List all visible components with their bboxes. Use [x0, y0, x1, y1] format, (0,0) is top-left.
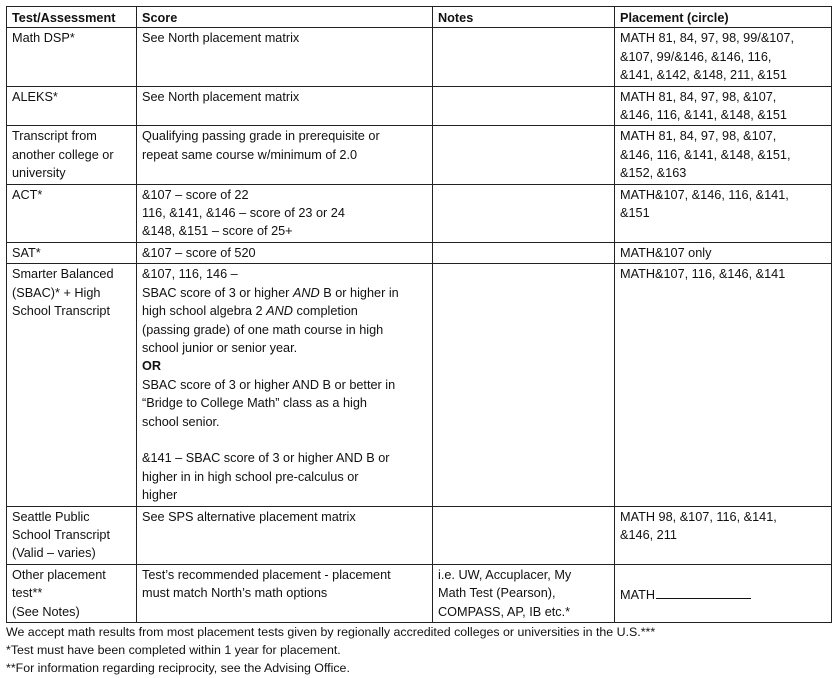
cell-line: i.e. UW, Accuplacer, My [438, 567, 572, 582]
cell-line: (Valid – varies) [12, 546, 96, 561]
cell-line: university [12, 166, 66, 181]
cell-notes [433, 126, 615, 184]
table-row-transcript [7, 126, 832, 184]
cell-line: Smarter Balanced [12, 267, 114, 282]
cell-line: &146, 116, &141, &148, &151 [620, 108, 787, 123]
header-score: Score [137, 7, 433, 28]
cell-line: Test’s recommended placement - placement [142, 567, 391, 582]
cell-line: 116, &141, &146 – score of 23 or 24 [142, 206, 345, 221]
cell-line: &146, 211 [620, 527, 677, 542]
header-placement: Placement (circle) [615, 7, 832, 28]
cell-line: &107 – score of 520 [142, 245, 256, 260]
cell-line: higher in in high school pre-calculus or [142, 469, 359, 484]
cell-notes [433, 86, 615, 126]
table-row-sps [7, 506, 832, 564]
header-test-assessment: Test/Assessment [7, 7, 137, 28]
cell-placement [615, 564, 832, 622]
footnote-accept: We accept math results from most placement tests given by regionally accredited colleges or universities in the U.S.*** [6, 624, 656, 639]
cell-line: &141 – SBAC score of 3 or higher AND B or [142, 451, 390, 466]
cell-placement [615, 126, 832, 184]
cell-line: school senior. [142, 414, 220, 429]
cell-placement [615, 242, 832, 263]
cell-line: MATH&107, &146, 116, &141, [620, 187, 789, 202]
cell-line: See North placement matrix [142, 89, 300, 104]
cell-line: &107, 116, 146 – [142, 267, 238, 282]
cell-notes [433, 28, 615, 86]
cell-line: COMPASS, AP, IB etc.* [438, 604, 571, 619]
cell-test [7, 506, 137, 564]
cell-score [137, 86, 433, 126]
cell-notes [433, 264, 615, 506]
cell-line: School Transcript [12, 527, 111, 542]
cell-line: &152, &163 [620, 166, 687, 181]
cell-line: MATH 81, 84, 97, 98, 99/&107, [620, 31, 794, 46]
cell-notes [433, 506, 615, 564]
cell-test [7, 86, 137, 126]
cell-score [137, 264, 433, 506]
cell-test [7, 184, 137, 242]
cell-line: School Transcript [12, 304, 111, 319]
table-row-sbac [7, 264, 832, 506]
cell-notes [433, 242, 615, 263]
cell-line: Math DSP* [12, 31, 75, 46]
table-row-other [7, 564, 832, 622]
footnote-reciprocity: **For information regarding reciprocity, see the Advising Office. [6, 661, 350, 676]
cell-placement [615, 506, 832, 564]
cell-line: Other placement [12, 567, 106, 582]
cell-test [7, 126, 137, 184]
cell-test [7, 242, 137, 263]
cell-line: See SPS alternative placement matrix [142, 509, 356, 524]
cell-score [137, 126, 433, 184]
cell-line: higher [142, 488, 178, 503]
cell-line: &146, 116, &141, &148, &151, [620, 147, 791, 162]
cell-line: MATH 81, 84, 97, 98, &107, [620, 89, 777, 104]
cell-score [137, 28, 433, 86]
cell-placement [615, 86, 832, 126]
cell-score [137, 564, 433, 622]
table-row-sat [7, 242, 832, 263]
table-row-aleks [7, 86, 832, 126]
footnote-one-year: *Test must have been completed within 1 year for placement. [6, 643, 341, 658]
cell-line: Math Test (Pearson), [438, 586, 556, 601]
cell-line: repeat same course w/minimum of 2.0 [142, 147, 358, 162]
fill-in-blank [656, 584, 751, 599]
cell-line: (See Notes) [12, 604, 80, 619]
cell-line: SBAC score of 3 or higher AND B or better in [142, 377, 396, 392]
cell-line: Transcript from [12, 129, 97, 144]
table-header-row [7, 7, 832, 28]
cell-notes [433, 564, 615, 622]
cell-line: Seattle Public [12, 509, 90, 524]
cell-line: Qualifying passing grade in prerequisite or [142, 129, 380, 144]
cell-line: MATH&107 only [620, 245, 712, 260]
cell-line: &141, &142, &148, 211, &151 [620, 68, 787, 83]
cell-line: &107 – score of 22 [142, 187, 249, 202]
table-row-math-dsp [7, 28, 832, 86]
or-separator: OR [142, 359, 162, 374]
footnotes [6, 623, 832, 678]
cell-test [7, 264, 137, 506]
cell-line: SBAC score of 3 or higher AND B or higher in [142, 285, 399, 300]
cell-line: MATH 81, 84, 97, 98, &107, [620, 129, 777, 144]
cell-line: &107, 99/&146, &146, 116, [620, 49, 772, 64]
math-label: MATH [620, 587, 656, 602]
cell-line: ALEKS* [12, 89, 58, 104]
cell-placement [615, 184, 832, 242]
cell-score [137, 184, 433, 242]
header-notes: Notes [433, 7, 615, 28]
cell-line: another college or [12, 147, 114, 162]
cell-line: MATH&107, 116, &146, &141 [620, 267, 786, 282]
cell-line: high school algebra 2 AND completion [142, 304, 358, 319]
cell-placement [615, 28, 832, 86]
cell-line: &148, &151 – score of 25+ [142, 224, 293, 239]
cell-line: See North placement matrix [142, 31, 300, 46]
cell-test [7, 564, 137, 622]
cell-line: test** [12, 586, 43, 601]
table-row-act [7, 184, 832, 242]
cell-line: &151 [620, 206, 650, 221]
cell-line: (passing grade) of one math course in high [142, 322, 384, 337]
cell-notes [433, 184, 615, 242]
cell-line: “Bridge to College Math” class as a high [142, 396, 367, 411]
cell-score [137, 242, 433, 263]
cell-line: MATH 98, &107, 116, &141, [620, 509, 777, 524]
cell-placement [615, 264, 832, 506]
cell-test [7, 28, 137, 86]
placement-table [6, 6, 832, 623]
spacer-line [142, 431, 428, 449]
cell-line: must match North’s math options [142, 586, 328, 601]
cell-line: ACT* [12, 187, 43, 202]
cell-score [137, 506, 433, 564]
cell-line: (SBAC)* + High [12, 285, 101, 300]
cell-line: school junior or senior year. [142, 340, 298, 355]
cell-line: SAT* [12, 245, 41, 260]
